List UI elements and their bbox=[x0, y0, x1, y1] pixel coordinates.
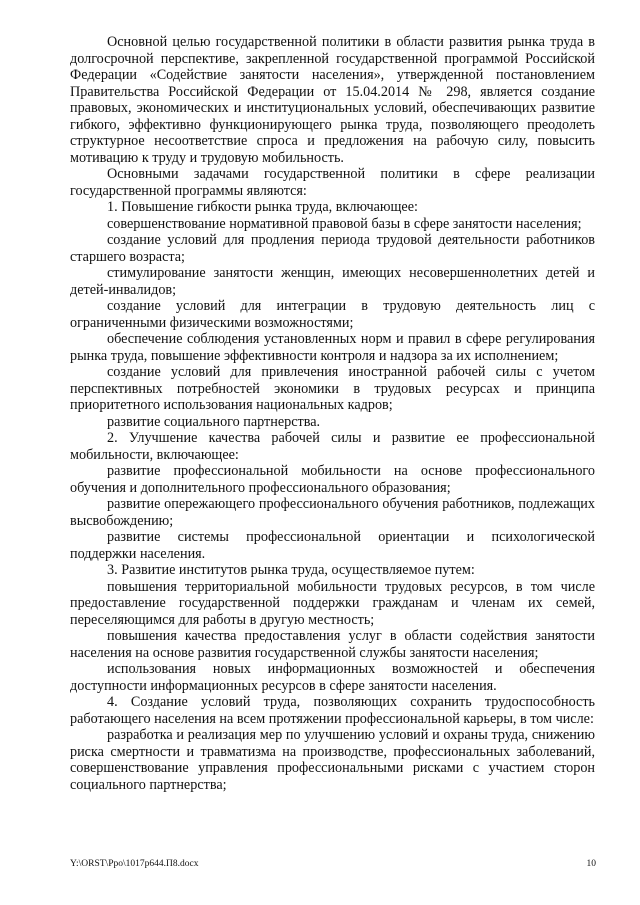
list-item: создание условий для привлечения иностранной рабочей силы с учетом перспективных потребностей экономики в трудовых ресурсах и принципа приоритетного использования национальных кадров; bbox=[70, 364, 595, 413]
list-item: повышения качества предоставления услуг в области содействия занятости населения на основе развития государственной службы занятости населения; bbox=[70, 628, 595, 661]
footer-file-path: Y:\ORST\Ppo\1017p644.П8.docx bbox=[70, 859, 199, 869]
paragraph-main-goal: Основной целью государственной политики в области развития рынка труда в долгосрочной перспективе, закрепленной государственной программой Российской Федерации «Содействие занятости населения», утвержденной постановлением Правительства Российской Федерации от 15.04.2014 № 298, является создание правовых, экономических и институциональных условий, обеспечивающих развитие гибкого, эффективно функционирующего рынка труда, позволяющего преодолеть структурное несоответствие спроса и предложения на рабочую силу, повысить мотивацию к труду и трудовую мобильность. bbox=[70, 34, 595, 166]
list-item: развитие социального партнерства. bbox=[107, 413, 321, 430]
paragraph-task-1-heading: 1. Повышение гибкости рынка труда, включающее: bbox=[107, 199, 418, 215]
list-item: повышения территориальной мобильности трудовых ресурсов, в том числе предоставление государственной поддержки гражданам и членам их семей, переселяющимся для работы в другую местность; bbox=[70, 578, 595, 628]
list-item: создание условий для интеграции в трудовую деятельность лиц с ограниченными физическими возможностями; bbox=[70, 298, 595, 331]
list-item: разработка и реализация мер по улучшению условий и охраны труда, снижению риска смертности и травматизма на производстве, профессиональных заболеваний, совершенствование управления профессиональными рисками с участием сторон социального партнерства; bbox=[70, 727, 595, 793]
list-item: развитие профессиональной мобильности на основе профессионального обучения и дополнительного профессионального образования; bbox=[70, 463, 595, 496]
paragraph-task-2-heading: 2. Улучшение качества рабочей силы и развитие ее профессиональной мобильности, включающее: bbox=[70, 430, 595, 463]
list-item: использования новых информационных возможностей и обеспечения доступности информационных ресурсов в сфере занятости населения. bbox=[70, 661, 595, 694]
list-item: обеспечение соблюдения установленных норм и правил в сфере регулирования рынка труда, повышение эффективности контроля и надзора за их исполнением; bbox=[70, 331, 595, 364]
list-item: развитие системы профессиональной ориентации и психологической поддержки населения. bbox=[70, 529, 595, 562]
document-body bbox=[70, 34, 595, 793]
list-item: развитие опережающего профессионального обучения работников, подлежащих высвобождению; bbox=[70, 496, 595, 529]
list-item: совершенствование нормативной правовой базы в сфере занятости населения; bbox=[107, 215, 582, 232]
list-item: стимулирование занятости женщин, имеющих несовершеннолетних детей и детей-инвалидов; bbox=[70, 265, 595, 298]
paragraph-main-tasks: Основными задачами государственной политики в сфере реализации государственной программы являются: bbox=[70, 166, 595, 199]
page-number: 10 bbox=[586, 859, 596, 869]
list-item: создание условий для продления периода трудовой деятельности работников старшего возраста; bbox=[70, 232, 595, 265]
paragraph-task-3-heading: 3. Развитие институтов рынка труда, осуществляемое путем: bbox=[107, 562, 475, 578]
paragraph-task-4-heading: 4. Создание условий труда, позволяющих сохранить трудоспособность работающего населения на всем протяжении профессиональной карьеры, в том числе: bbox=[70, 694, 595, 727]
